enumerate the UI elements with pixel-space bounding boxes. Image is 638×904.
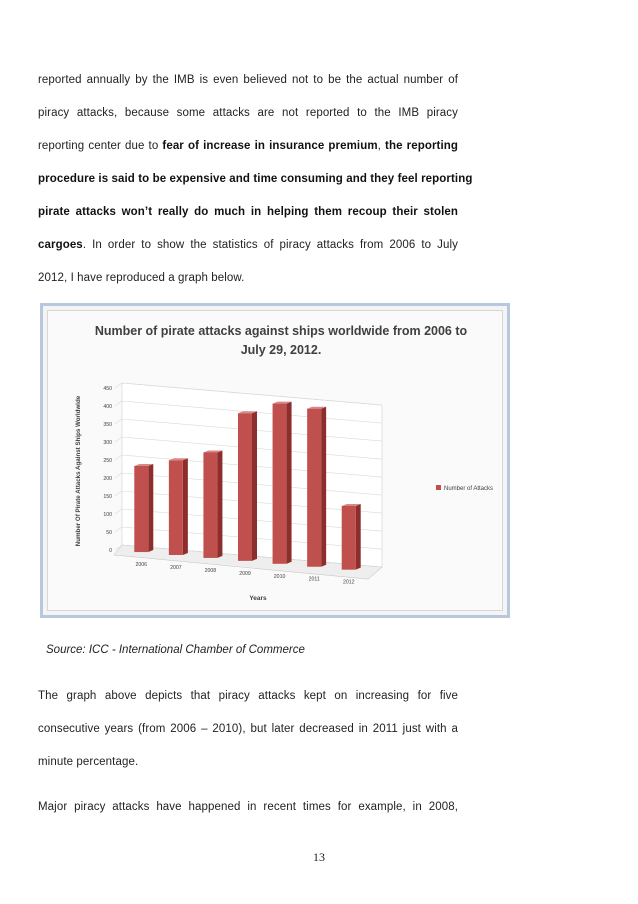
y-tick-label: 200 xyxy=(103,476,112,482)
x-axis-label: Years xyxy=(249,595,267,602)
y-tick-label: 400 xyxy=(103,404,112,410)
gridline-side xyxy=(115,419,122,424)
text-line: 2012, I have reproduced a graph below. xyxy=(38,272,245,284)
y-tick-label: 50 xyxy=(106,530,112,536)
chart-area xyxy=(47,310,503,611)
x-tick-label: 2012 xyxy=(342,579,355,586)
gridline-side xyxy=(115,455,122,460)
y-tick-label: 350 xyxy=(103,422,112,428)
bar xyxy=(342,506,356,570)
x-tick-label: 2007 xyxy=(170,564,182,571)
bar-side-face xyxy=(183,458,188,555)
emphasis-text: cargoes xyxy=(38,239,83,251)
source-text: ICC - International Chamber of Commerce xyxy=(85,644,305,656)
text-line xyxy=(38,229,458,262)
gridline-side xyxy=(115,527,122,532)
figure-source-caption xyxy=(46,644,305,656)
body-paragraph xyxy=(38,64,473,295)
bar-chart xyxy=(48,311,508,616)
x-tick-label: 2008 xyxy=(204,567,217,574)
x-tick-label: 2011 xyxy=(308,576,320,583)
y-tick-label: 0 xyxy=(109,548,112,554)
y-tick-label: 450 xyxy=(103,386,112,392)
legend-label: Number of Attacks xyxy=(444,486,494,492)
body-paragraph xyxy=(38,680,458,779)
gridline-side xyxy=(115,437,122,442)
bar-side-face xyxy=(217,450,222,557)
bar xyxy=(307,409,321,567)
gridline-side xyxy=(115,473,122,478)
bar xyxy=(134,466,148,552)
source-label: Source: xyxy=(46,644,86,656)
chart-title-line: Number of pirate attacks against ships worldwide from 2006 to xyxy=(94,324,468,338)
text-line: reported annually by the IMB is even believed not to be the actual number of xyxy=(38,74,458,86)
chart-title-line: July 29, 2012. xyxy=(240,343,322,357)
y-tick-label: 250 xyxy=(103,458,112,464)
gridline-side xyxy=(115,383,122,388)
bar xyxy=(273,404,287,564)
y-tick-label: 150 xyxy=(103,494,112,500)
bar xyxy=(169,460,183,555)
text-run: . In order to show the statistics of piracy attacks from 2006 to July xyxy=(82,239,458,251)
gridline-side xyxy=(115,401,122,406)
y-tick-label: 300 xyxy=(103,440,112,446)
text-line: piracy attacks, because some attacks are not reported to the IMB piracy xyxy=(38,107,458,119)
x-tick-label: 2009 xyxy=(239,570,251,577)
bar-side-face xyxy=(252,411,257,561)
text-run: , xyxy=(377,140,386,152)
page-number: 13 xyxy=(313,850,325,864)
legend xyxy=(436,485,493,492)
emphasis-text: fear of increase in insurance premium xyxy=(162,140,378,152)
body-paragraph xyxy=(38,791,458,824)
bar xyxy=(203,452,217,557)
text-line: minute percentage. xyxy=(38,756,139,768)
x-tick-label: 2006 xyxy=(135,562,148,569)
text-line: consecutive years (from 2006 – 2010), but later decreased in 2011 just with a xyxy=(38,723,458,735)
gridline-side xyxy=(115,491,122,496)
emphasis-text: the reporting xyxy=(385,140,458,152)
x-tick-label: 2010 xyxy=(273,573,286,580)
emphasis-text-line: procedure is said to be expensive and time consuming and they feel reporting xyxy=(38,173,473,185)
y-axis-label: Number Of Pirate Attacks Against Ships Worldwide xyxy=(75,395,82,547)
text-line xyxy=(38,130,458,163)
bar xyxy=(238,413,252,561)
bar-side-face xyxy=(148,464,153,552)
bar-side-face xyxy=(321,407,326,567)
gridline-side xyxy=(115,509,122,514)
text-line: Major piracy attacks have happened in recent times for example, in 2008, xyxy=(38,801,458,813)
text-run: reporting center due to xyxy=(38,140,163,152)
chart-figure xyxy=(40,303,510,618)
bar-side-face xyxy=(356,504,361,570)
y-tick-label: 100 xyxy=(103,512,112,518)
bar-side-face xyxy=(287,402,292,564)
emphasis-text-line: pirate attacks won’t really do much in helping them recoup their stolen xyxy=(38,206,458,218)
plot-area xyxy=(103,383,382,586)
legend-swatch xyxy=(436,485,441,490)
text-line: The graph above depicts that piracy attacks kept on increasing for five xyxy=(38,690,458,702)
